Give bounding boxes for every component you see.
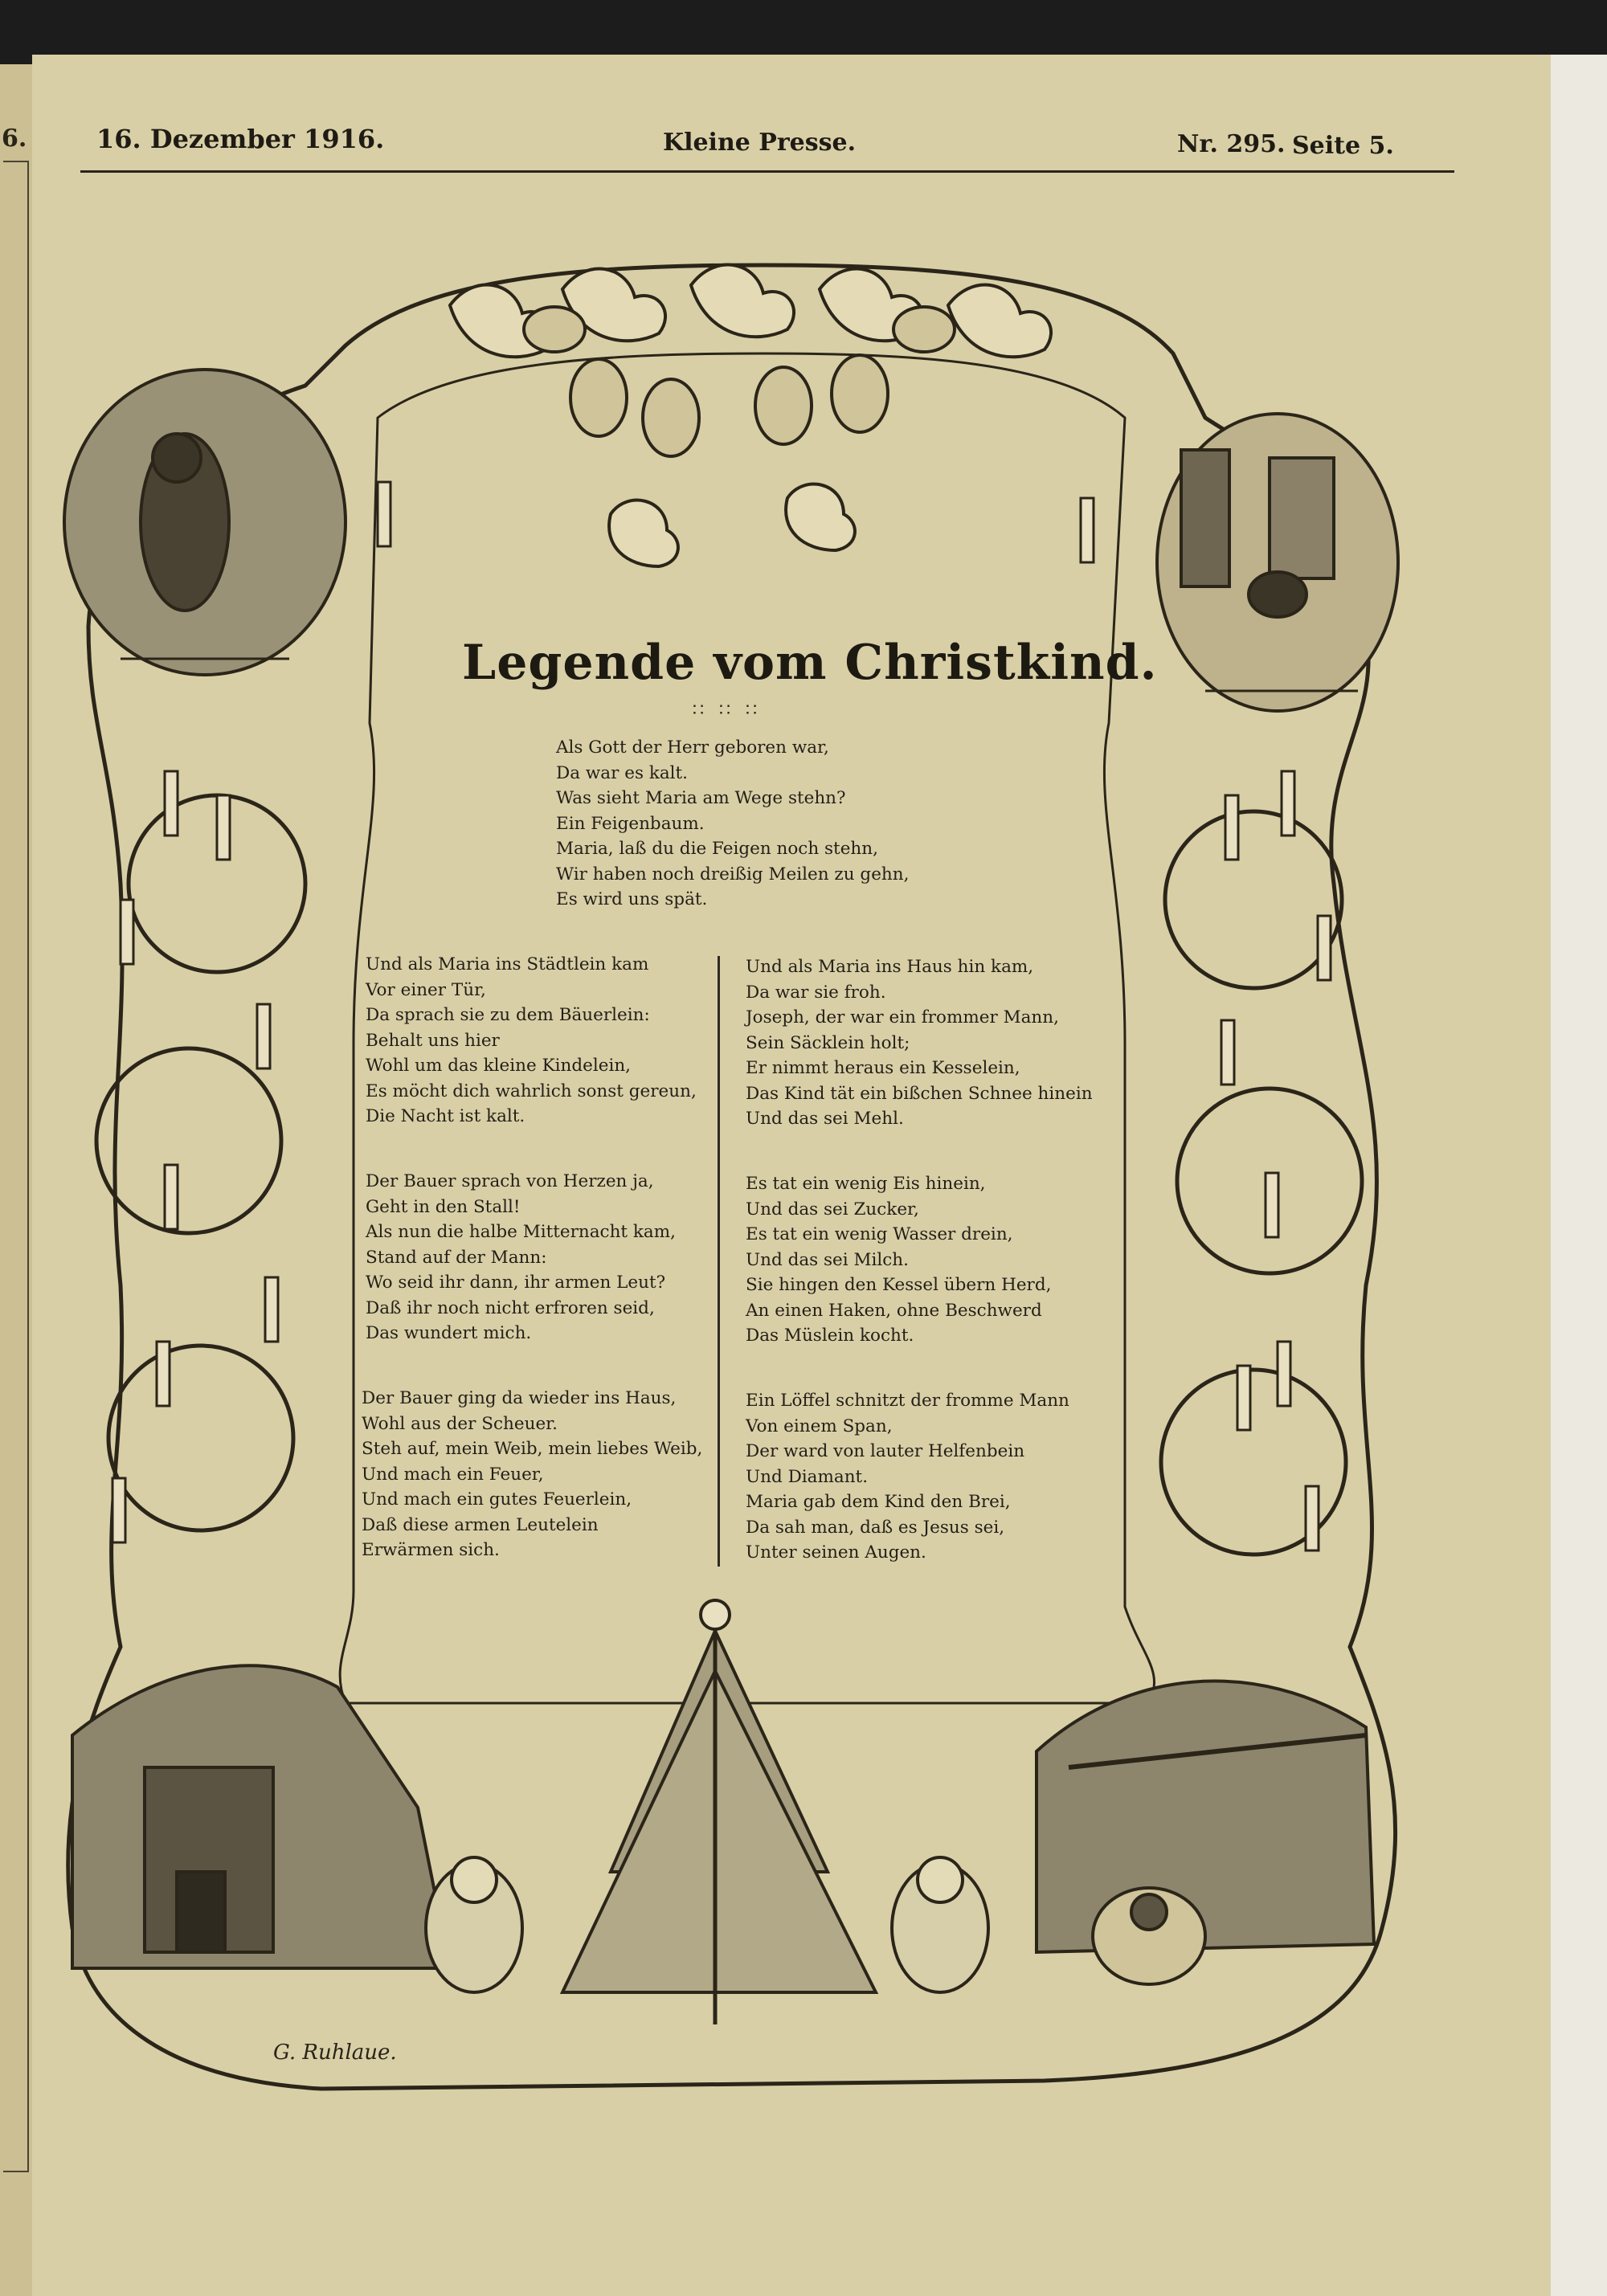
header-issue-number: Nr. 295. — [1177, 130, 1286, 158]
verse-line: Er nimmt heraus ein Kesselein, — [746, 1058, 1020, 1078]
right-column-stanza-3 — [746, 1388, 1069, 1566]
verse-line: Ein Löffel schnitzt der fromme Mann — [746, 1391, 1069, 1411]
verse-line: An einen Haken, ohne Beschwerd — [746, 1300, 1042, 1321]
verse-line: Und mach ein Feuer, — [362, 1464, 544, 1485]
verse-line: Und als Maria ins Städtlein kam — [366, 954, 649, 974]
left-column-stanza-3 — [362, 1386, 702, 1563]
column-divider — [718, 956, 720, 1567]
verse-line: Es wird uns spät. — [556, 889, 708, 909]
right-column-stanza-2 — [746, 1171, 1051, 1349]
verse-line: Erwärmen sich. — [362, 1540, 500, 1560]
artist-signature: G. Ruhlaue. — [273, 2041, 397, 2065]
verse-line: Unter seinen Augen. — [746, 1542, 926, 1563]
verse-line: Und Diamant. — [746, 1466, 869, 1487]
right-column-stanza-1 — [746, 954, 1093, 1132]
kettle-vignette — [1157, 414, 1398, 711]
verse-line: Was sieht Maria am Wege stehn? — [556, 788, 846, 808]
verse-line: Und als Maria ins Haus hin kam, — [746, 957, 1034, 977]
verse-line: Es möcht dich wahrlich sonst gereun, — [366, 1081, 697, 1101]
verse-line: Der Bauer ging da wieder ins Haus, — [362, 1388, 677, 1408]
verse-line: Der Bauer sprach von Herzen ja, — [366, 1171, 654, 1191]
verse-line: Sein Säcklein holt; — [746, 1032, 910, 1053]
verse-line: Der ward von lauter Helfenbein — [746, 1441, 1025, 1461]
verse-line: Wir haben noch dreißig Meilen zu gehn, — [556, 864, 910, 884]
verse-line: Behalt uns hier — [366, 1030, 500, 1051]
verse-line: Da war sie froh. — [746, 982, 886, 1003]
verse-line: Als nun die halbe Mitternacht kam, — [366, 1222, 676, 1242]
verse-line: Wo seid ihr dann, ihr armen Leut? — [366, 1273, 666, 1293]
verse-line: Maria, laß du die Feigen noch stehn, — [556, 839, 878, 859]
verse-line: Es tat ein wenig Wasser drein, — [746, 1224, 1013, 1244]
verse-line: Und das sei Mehl. — [746, 1109, 904, 1129]
verse-line: Das Müslein kocht. — [746, 1326, 914, 1346]
verse-line: Das wundert mich. — [366, 1323, 532, 1343]
adjacent-page-fragment: 6. — [2, 125, 27, 153]
verse-line: Und das sei Zucker, — [746, 1199, 919, 1219]
verse-line: Als Gott der Herr geboren war, — [556, 737, 829, 758]
verse-line: Da war es kalt. — [556, 762, 689, 783]
header-date: 16. Dezember 1916. — [96, 124, 385, 154]
verse-line: Geht in den Stall! — [366, 1196, 521, 1217]
verse-line: Wohl aus der Scheuer. — [362, 1413, 558, 1434]
verse-line: Steh auf, mein Weib, mein liebes Weib, — [362, 1439, 703, 1459]
verse-line: Und das sei Milch. — [746, 1249, 909, 1270]
verse-line: Stand auf der Mann: — [366, 1247, 547, 1268]
verse-line: Da sah man, daß es Jesus sei, — [746, 1517, 1005, 1538]
intro-stanza — [556, 735, 909, 913]
verse-line: Da sprach sie zu dem Bäuerlein: — [366, 1005, 650, 1025]
verse-line: Ein Feigenbaum. — [556, 813, 705, 834]
verse-line: Von einem Span, — [746, 1416, 893, 1436]
verse-line: Daß ihr noch nicht erfroren seid, — [366, 1297, 655, 1318]
header-masthead: Kleine Presse. — [663, 129, 857, 157]
nativity-scene — [1037, 1681, 1374, 1984]
verse-line: Es tat ein wenig Eis hinein, — [746, 1174, 986, 1194]
verse-line: Joseph, der war ein frommer Mann, — [746, 1007, 1059, 1027]
verse-line: Vor einer Tür, — [366, 979, 486, 1000]
verse-line: Und mach ein gutes Feuerlein, — [362, 1489, 632, 1510]
verse-line: Daß diese armen Leutelein — [362, 1514, 599, 1535]
barn-scene — [72, 1665, 450, 1968]
christmas-tree-with-angels — [426, 1599, 988, 2024]
verse-line: Wohl um das kleine Kindelein, — [366, 1056, 631, 1076]
left-column-stanza-2 — [366, 1169, 676, 1346]
left-column-stanza-1 — [366, 952, 697, 1130]
poem-title: Legende vom Christkind. — [462, 635, 1158, 691]
verse-line: Die Nacht ist kalt. — [366, 1106, 525, 1126]
owl-vignette — [64, 370, 346, 675]
verse-line: Sie hingen den Kessel übern Herd, — [746, 1275, 1052, 1295]
title-ornament: ∷ ∷ ∷ — [693, 701, 762, 721]
verse-line: Das Kind tät ein bißchen Schnee hinein — [746, 1083, 1093, 1104]
header-page-number: Seite 5. — [1292, 132, 1394, 160]
verse-line: Maria gab dem Kind den Brei, — [746, 1492, 1011, 1512]
